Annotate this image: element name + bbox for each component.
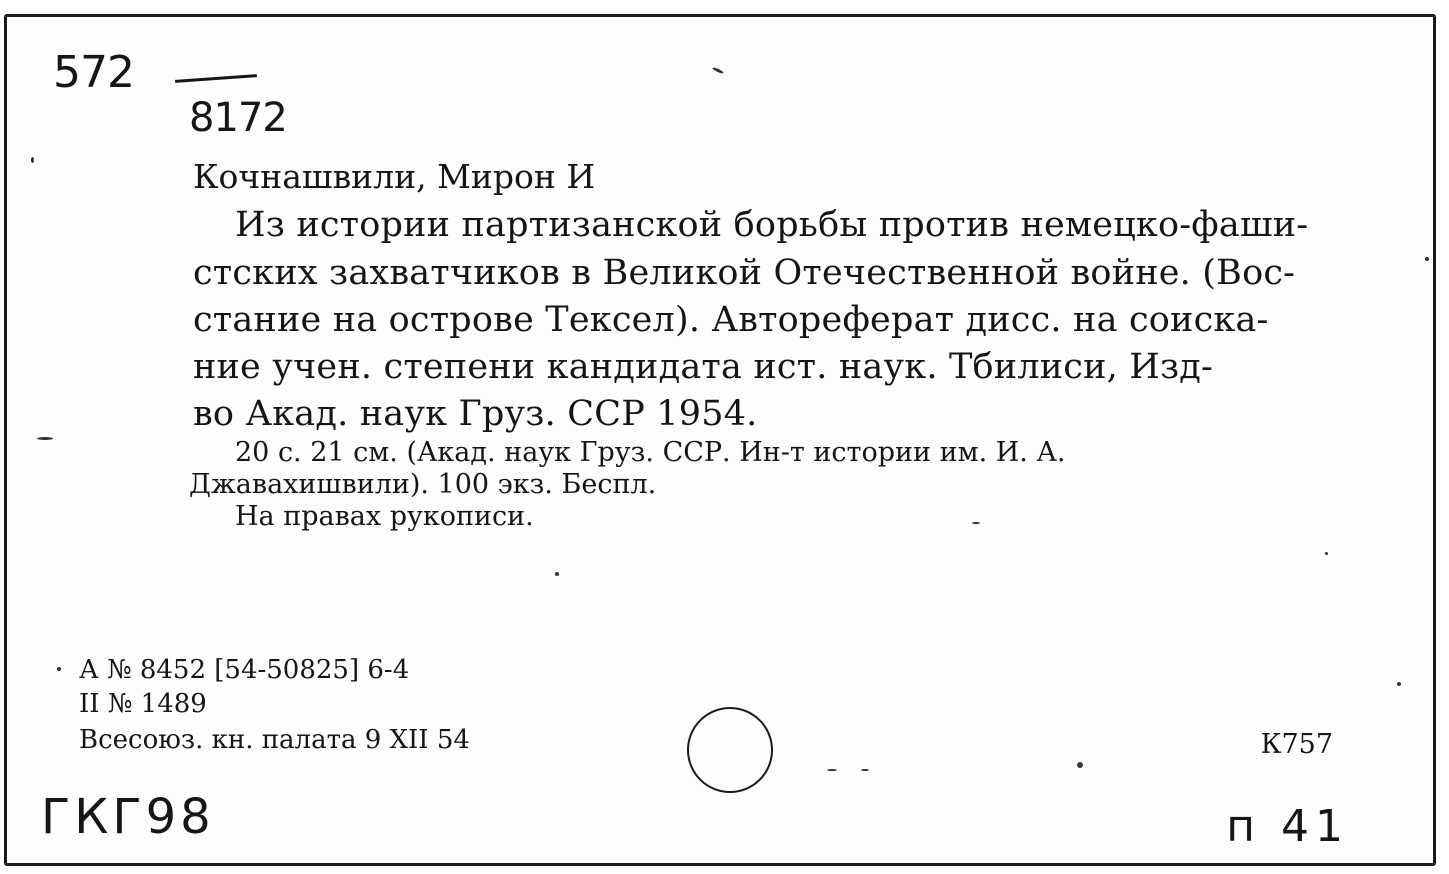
author-heading: Кочнашвили, Мирон И: [193, 157, 596, 196]
card-code: К757: [1260, 729, 1333, 760]
speck: [37, 437, 53, 440]
registration-line-1: А № 8452 [54-50825] 6-4: [79, 655, 410, 685]
speck: [1077, 762, 1083, 768]
collation-note: На правах рукописи.: [235, 501, 534, 532]
catalog-card: [4, 14, 1436, 866]
shelf-mark-divider: [175, 74, 257, 83]
stamp-circle: [687, 707, 773, 793]
speck: [1397, 682, 1401, 686]
title-line-5: во Акад. наук Груз. ССР 1954.: [193, 394, 758, 434]
title-line-2: стских захватчиков в Великой Отечественной войне. (Вос-: [193, 253, 1296, 293]
registration-line-3: Всесоюз. кн. палата 9 XII 54: [79, 725, 470, 755]
speck: [1425, 257, 1429, 261]
speck: [861, 769, 869, 771]
speck: [972, 522, 980, 524]
speck: [827, 769, 837, 771]
shelf-mark-denominator: 8172: [189, 95, 287, 141]
shelf-mark-numerator: 572: [53, 47, 134, 98]
speck: [1325, 552, 1328, 555]
handwritten-note-left: ГКГ98: [41, 789, 215, 845]
title-line-1: Из истории партизанской борьбы против немецко-фаши-: [235, 205, 1309, 245]
speck: [31, 157, 34, 163]
registration-line-2: II № 1489: [79, 689, 207, 719]
collation-line-2: Джавахишвили). 100 экз. Беспл.: [189, 469, 657, 500]
speck: [555, 572, 559, 576]
speck: [712, 67, 724, 75]
handwritten-note-right: п 41: [1226, 801, 1349, 852]
speck: [57, 667, 61, 671]
title-line-4: ние учен. степени кандидата ист. наук. Тбилиси, Изд-: [193, 347, 1214, 387]
collation-line-1: 20 с. 21 см. (Акад. наук Груз. ССР. Ин-т истории им. И. А.: [235, 437, 1066, 468]
title-line-3: стание на острове Тексел). Автореферат дисс. на соиска-: [193, 300, 1269, 340]
